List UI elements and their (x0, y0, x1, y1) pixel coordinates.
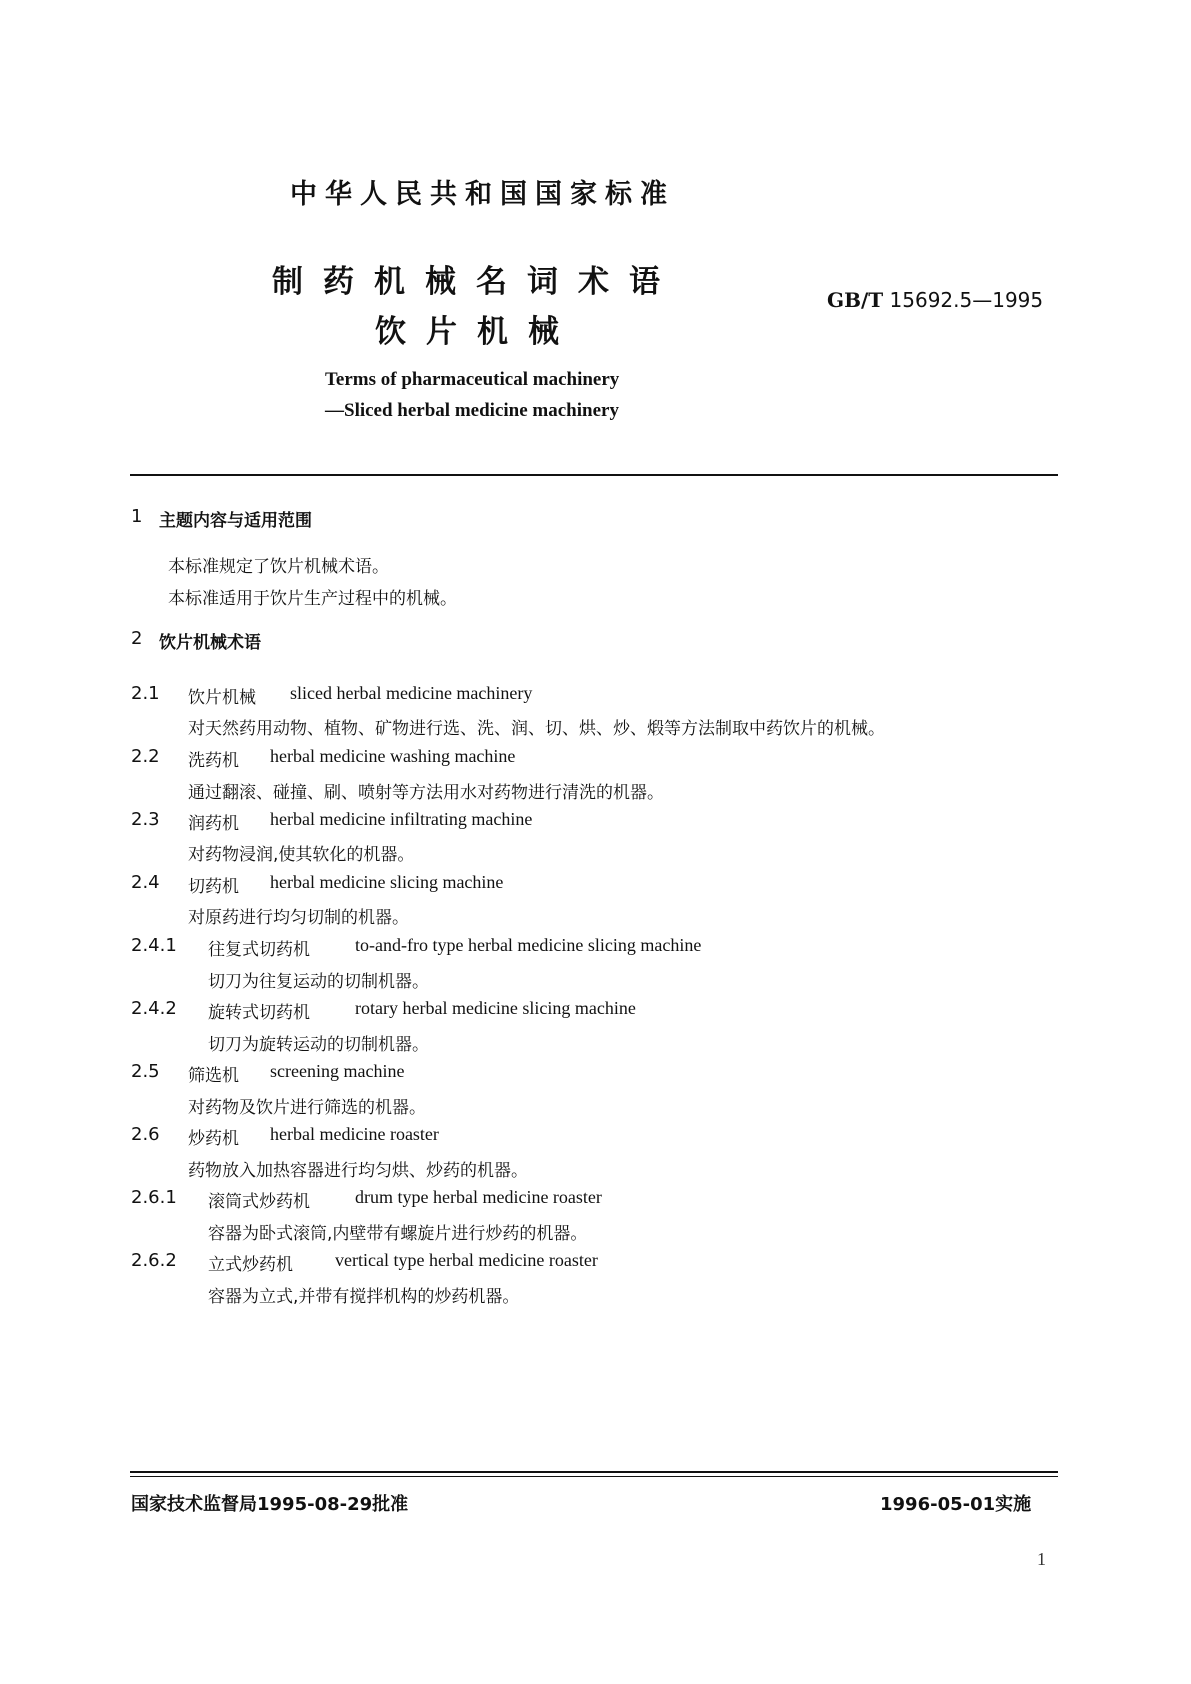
term-chinese: 筛选机 (188, 1066, 239, 1086)
term-number: 2.6.1 (131, 1187, 177, 1208)
term-english: to-and-fro type herbal medicine slicing machine (355, 935, 702, 955)
term-definition: 对原药进行均匀切制的机器。 (188, 908, 409, 928)
term-definition: 对天然药用动物、植物、矿物进行选、洗、润、切、烘、炒、煅等方法制取中药饮片的机械。 (188, 719, 885, 739)
standard-code (827, 288, 1043, 312)
term-english: herbal medicine washing machine (270, 746, 516, 766)
section-1-paragraph: 本标准适用于饮片生产过程中的机械。 (168, 589, 457, 609)
term-number: 2.4.2 (131, 998, 177, 1019)
page-number: 1 (1037, 1549, 1046, 1569)
term-definition: 容器为卧式滚筒,内壁带有螺旋片进行炒药的机器。 (208, 1224, 588, 1244)
term-chinese: 饮片机械 (188, 688, 256, 708)
term-english: herbal medicine infiltrating machine (270, 809, 533, 829)
header-divider (130, 474, 1058, 476)
term-english: herbal medicine slicing machine (270, 872, 504, 892)
term-chinese: 切药机 (188, 877, 239, 897)
national-standard-label: 中华人民共和国国家标准 (290, 179, 675, 210)
term-chinese: 立式炒药机 (208, 1255, 293, 1275)
document-subtitle: 饮片机械 (375, 314, 579, 350)
term-number: 2.3 (131, 809, 160, 830)
section-2-number: 2 (131, 628, 143, 649)
term-definition: 容器为立式,并带有搅拌机构的炒药机器。 (208, 1287, 520, 1307)
term-chinese: 润药机 (188, 814, 239, 834)
term-number: 2.2 (131, 746, 160, 767)
term-chinese: 洗药机 (188, 751, 239, 771)
term-definition: 对药物及饮片进行筛选的机器。 (188, 1098, 426, 1118)
section-1-heading: 主题内容与适用范围 (159, 511, 312, 531)
section-1-number: 1 (131, 506, 143, 527)
term-english: herbal medicine roaster (270, 1124, 439, 1144)
standard-code-prefix: GB/T (827, 288, 884, 312)
term-english: screening machine (270, 1061, 405, 1081)
term-definition: 对药物浸润,使其软化的机器。 (188, 845, 415, 865)
approval-date: 国家技术监督局1995-08-29批准 (131, 1494, 409, 1515)
english-subtitle: —Sliced herbal medicine machinery (325, 400, 619, 421)
term-chinese: 滚筒式炒药机 (208, 1192, 310, 1212)
section-1-paragraph: 本标准规定了饮片机械术语。 (168, 557, 389, 577)
section-2-heading: 饮片机械术语 (159, 633, 261, 653)
term-number: 2.6.2 (131, 1250, 177, 1271)
footer-divider (130, 1471, 1058, 1473)
term-number: 2.6 (131, 1124, 160, 1145)
term-definition: 切刀为旋转运动的切制机器。 (208, 1035, 429, 1055)
term-number: 2.4.1 (131, 935, 177, 956)
footer-divider-thin (130, 1476, 1058, 1477)
term-definition: 通过翻滚、碰撞、刷、喷射等方法用水对药物进行清洗的机器。 (188, 783, 664, 803)
term-number: 2.5 (131, 1061, 160, 1082)
term-english: sliced herbal medicine machinery (290, 683, 533, 703)
term-english: rotary herbal medicine slicing machine (355, 998, 636, 1018)
implementation-date: 1996-05-01实施 (880, 1494, 1032, 1515)
term-english: vertical type herbal medicine roaster (335, 1250, 598, 1270)
standard-code-number: 15692.5—1995 (889, 288, 1044, 312)
term-number: 2.4 (131, 872, 160, 893)
term-english: drum type herbal medicine roaster (355, 1187, 602, 1207)
term-definition: 药物放入加热容器进行均匀烘、炒药的机器。 (188, 1161, 528, 1181)
term-chinese: 旋转式切药机 (208, 1003, 310, 1023)
term-number: 2.1 (131, 683, 160, 704)
english-title: Terms of pharmaceutical machinery (325, 369, 620, 390)
document-title: 制药机械名词术语 (272, 264, 680, 300)
term-chinese: 炒药机 (188, 1129, 239, 1149)
term-definition: 切刀为往复运动的切制机器。 (208, 972, 429, 992)
term-chinese: 往复式切药机 (208, 940, 310, 960)
